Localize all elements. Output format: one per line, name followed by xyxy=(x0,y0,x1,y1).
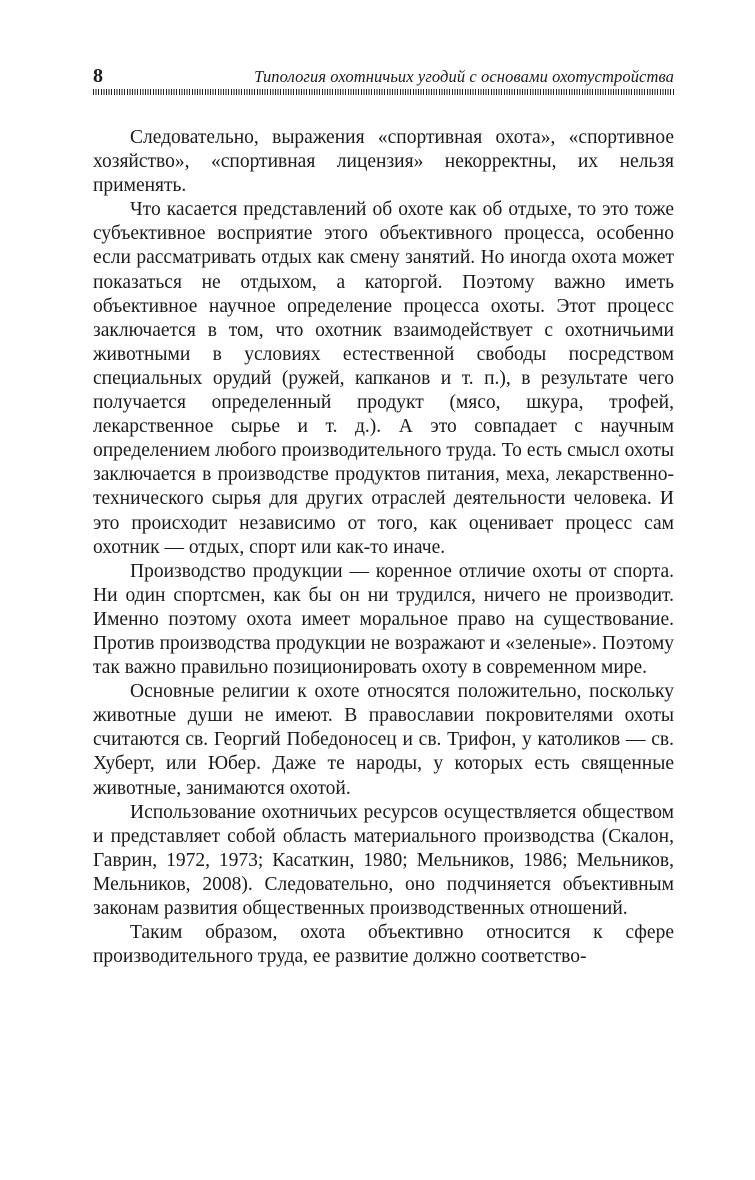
running-header xyxy=(93,64,674,88)
paragraph: Таким образом, охота объективно относится к сфере производительного труда, ее развитие должно соответство- xyxy=(93,922,674,968)
paragraph: Использование охотничьих ресурсов осуществляется обществом и представляет собой область материального производства (Скалон, Гаврин, 1972, 1973; Касаткин, 1980; Мельников, 1986; Мельников, Мельников, 2008). Следовательно, оно подчиняется объективным законам развития общественных производственных отношений. xyxy=(93,801,674,919)
running-title: Типология охотничьих угодий с основами охотустройства xyxy=(254,67,674,86)
header-rule xyxy=(93,89,674,95)
page-number: 8 xyxy=(93,65,103,87)
paragraph: Следовательно, выражения «спортивная охота», «спортивное хозяйство», «спортивная лицензия» некорректны, их нельзя применять. xyxy=(93,127,674,197)
body-text xyxy=(93,126,674,969)
paragraph: Основные религии к охоте относятся положительно, поскольку животные души не имеют. В православии покровителями охоты считаются св. Георгий Победоносец и св. Трифон, у католиков — св. Хуберт, или Юбер. Даже те народы, у которых есть священные животные, занимаются охотой. xyxy=(93,681,674,799)
paragraph: Что касается представлений об охоте как об отдыхе, то это тоже субъективное восприятие этого объективного процесса, особенно если рассматривать отдых как смену занятий. Но иногда охота может показаться не отдыхом, а каторгой. Поэтому важно иметь объективное научное определение процесса охоты. Этот процесс заключается в том, что охотник взаимодействует с охотничьими животными в условиях естественной свободы посредством специальных орудий (ружей, капканов и т. п.), в результате чего получается определенный продукт (мясо, шкура, трофей, лекарственное сырье и т. д.). А это совпадает с научным определением любого производительного труда. То есть смысл охоты заключается в производстве продуктов питания, меха, лекарственно-технического сырья для других отраслей деятельности человека. И это происходит независимо от того, как оценивает процесс сам охотник — отдых, спорт или как-то иначе. xyxy=(93,199,674,558)
paragraph: Производство продукции — коренное отличие охоты от спорта. Ни один спортсмен, как бы он ни трудился, ничего не производит. Именно поэтому охота имеет моральное право на существование. Против производства продукции не возражают и «зеленые». Поэтому так важно правильно позиционировать охоту в современном мире. xyxy=(93,560,674,679)
